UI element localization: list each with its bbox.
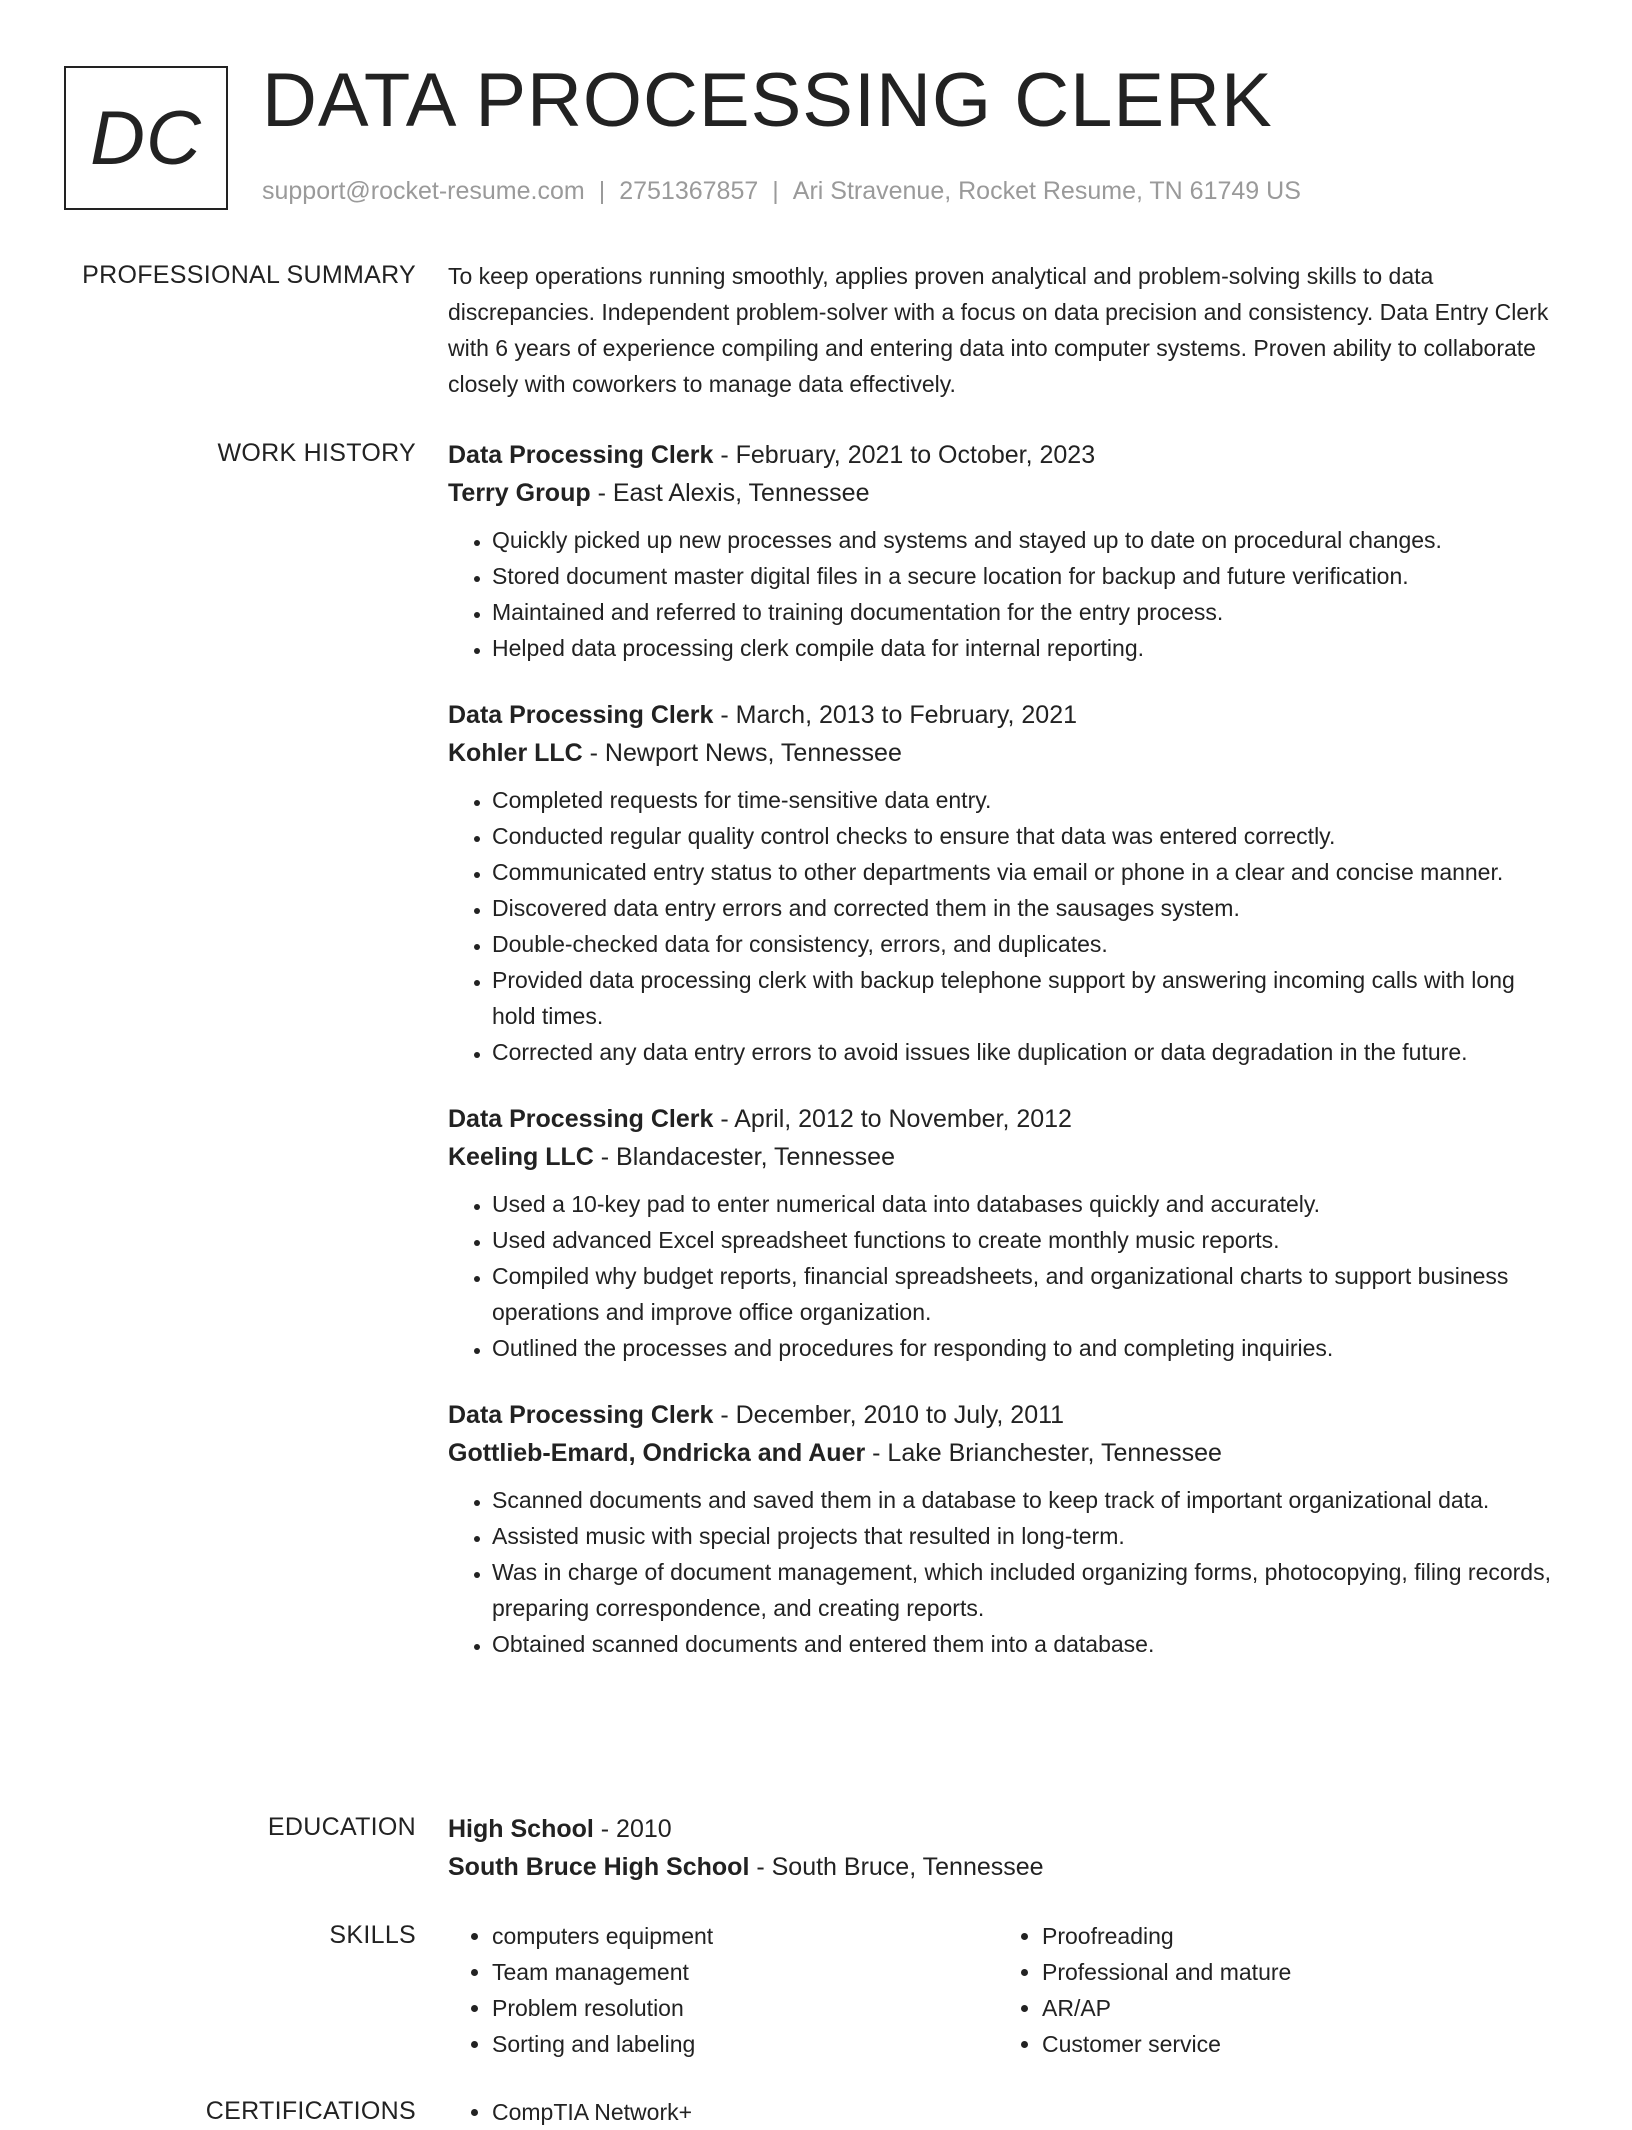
job-entry [448,436,1560,666]
education-body [448,1810,1560,1886]
section-title-summary: PROFESSIONAL SUMMARY [82,261,416,289]
skill-item: • Team management [492,1954,998,1990]
skill-item: • Sorting and labeling [492,2026,998,2062]
section-title-education: EDUCATION [267,1813,416,1841]
section-title-certifications: CERTIFICATIONS [205,2097,416,2125]
job-entry [448,1100,1560,1366]
summary-body [448,258,1560,402]
job-company-line [448,1434,1560,1472]
contact-email[interactable]: support@rocket-resume.com [262,177,585,205]
job-title-line [448,1396,1560,1434]
education-location: - South Bruce, Tennessee [749,1853,1044,1881]
contact-separator: | [772,177,779,205]
job-bullets [448,782,1560,1070]
education-degree-line [448,1810,1560,1848]
job-location: - Newport News, Tennessee [582,739,902,767]
job-company-line [448,734,1560,772]
job-company: Terry Group [448,479,591,507]
job-role: Data Processing Clerk [448,1401,714,1429]
summary-text: To keep operations running smoothly, applies proven analytical and problem-solving skills to data discrepancies. Independent problem-solver with a focus on data precision and consistency. Data Entry Clerk with 6 years of experience compiling and entering data into computer systems. Proven ability to collaborate closely with coworkers to manage data effectively. [448,263,1549,397]
job-bullet: • Assisted music with special projects that resulted in long-term. [492,1518,1560,1554]
skills-list-2 [998,1918,1548,2062]
job-bullet: • Discovered data entry errors and corrected them in the sausages system. [492,890,1560,926]
skill-item: • computers equipment [492,1918,998,1954]
job-bullet: • Compiled why budget reports, financial spreadsheets, and organizational charts to support business operations and improve office organization. [492,1258,1560,1330]
job-bullet: • Conducted regular quality control checks to ensure that data was entered correctly. [492,818,1560,854]
job-company: Kohler LLC [448,739,583,767]
skill-item: • AR/AP [1042,1990,1548,2026]
job-company: Gottlieb-Emard, Ondricka and Auer [448,1439,866,1467]
skills-list-1 [448,1918,998,2062]
certification-item: • CompTIA Network+ [492,2094,1560,2130]
job-company-line [448,474,1560,512]
skills-column-1 [448,1918,998,2062]
job-location: - East Alexis, Tennessee [590,479,870,507]
job-bullets [448,1482,1560,1662]
resume-title: DATA PROCESSING CLERK [262,58,1273,143]
job-title-line [448,696,1560,734]
skills-grid [448,1918,1560,2062]
job-bullet: • Corrected any data entry errors to avoid issues like duplication or data degradation in the future. [492,1034,1560,1070]
certifications-list [448,2094,1560,2130]
section-title-work-history: WORK HISTORY [217,439,416,467]
skills-body [448,1918,1560,2062]
section-title-skills: SKILLS [329,1921,416,1949]
job-bullet: • Communicated entry status to other departments via email or phone in a clear and concise manner. [492,854,1560,890]
contact-phone[interactable]: 2751367857 [619,177,759,205]
job-bullet: • Scanned documents and saved them in a database to keep track of important organizational data. [492,1482,1560,1518]
job-dates: - February, 2021 to October, 2023 [713,441,1096,469]
skill-item: • Professional and mature [1042,1954,1548,1990]
contact-line [262,174,1301,208]
skill-item: • Proofreading [1042,1918,1548,1954]
monogram-initials: DC [90,95,202,181]
job-location: - Lake Brianchester, Tennessee [865,1439,1222,1467]
job-company: Keeling LLC [448,1143,594,1171]
job-bullet: • Completed requests for time-sensitive data entry. [492,782,1560,818]
job-role: Data Processing Clerk [448,1105,714,1133]
monogram-box [64,66,228,210]
job-dates: - December, 2010 to July, 2011 [713,1401,1065,1429]
education-school-line [448,1848,1560,1886]
job-title-line [448,1100,1560,1138]
job-bullet: • Helped data processing clerk compile data for internal reporting. [492,630,1560,666]
job-bullets [448,1186,1560,1366]
education-degree: High School [448,1815,594,1843]
job-company-line [448,1138,1560,1176]
job-entry [448,696,1560,1070]
job-bullet: • Used a 10-key pad to enter numerical data into databases quickly and accurately. [492,1186,1560,1222]
contact-address: Ari Stravenue, Rocket Resume, TN 61749 US [792,177,1301,205]
education-school: South Bruce High School [448,1853,750,1881]
job-dates: - April, 2012 to November, 2012 [713,1105,1072,1133]
job-dates: - March, 2013 to February, 2021 [713,701,1078,729]
job-bullet: • Outlined the processes and procedures for responding to and completing inquiries. [492,1330,1560,1366]
job-bullet: • Double-checked data for consistency, errors, and duplicates. [492,926,1560,962]
job-location: - Blandacester, Tennessee [593,1143,895,1171]
job-bullets [448,522,1560,666]
job-bullet: • Maintained and referred to training documentation for the entry process. [492,594,1560,630]
skills-column-2 [998,1918,1548,2062]
job-role: Data Processing Clerk [448,441,714,469]
job-title-line [448,436,1560,474]
education-year: - 2010 [593,1815,672,1843]
job-bullet: • Provided data processing clerk with backup telephone support by answering incoming calls with long hold times. [492,962,1560,1034]
work-history-body [448,436,1560,1692]
skill-item: • Customer service [1042,2026,1548,2062]
contact-separator: | [598,177,606,205]
job-bullet: • Quickly picked up new processes and systems and stayed up to date on procedural changes. [492,522,1560,558]
job-bullet: • Was in charge of document management, which included organizing forms, photocopying, filing records, preparing correspondence, and creating reports. [492,1554,1560,1626]
job-bullet: • Obtained scanned documents and entered them into a database. [492,1626,1560,1662]
job-role: Data Processing Clerk [448,701,714,729]
job-entry [448,1396,1560,1662]
job-bullet: • Stored document master digital files in a secure location for backup and future verification. [492,558,1560,594]
certifications-body [448,2094,1560,2130]
job-bullet: • Used advanced Excel spreadsheet functions to create monthly music reports. [492,1222,1560,1258]
skill-item: • Problem resolution [492,1990,998,2026]
